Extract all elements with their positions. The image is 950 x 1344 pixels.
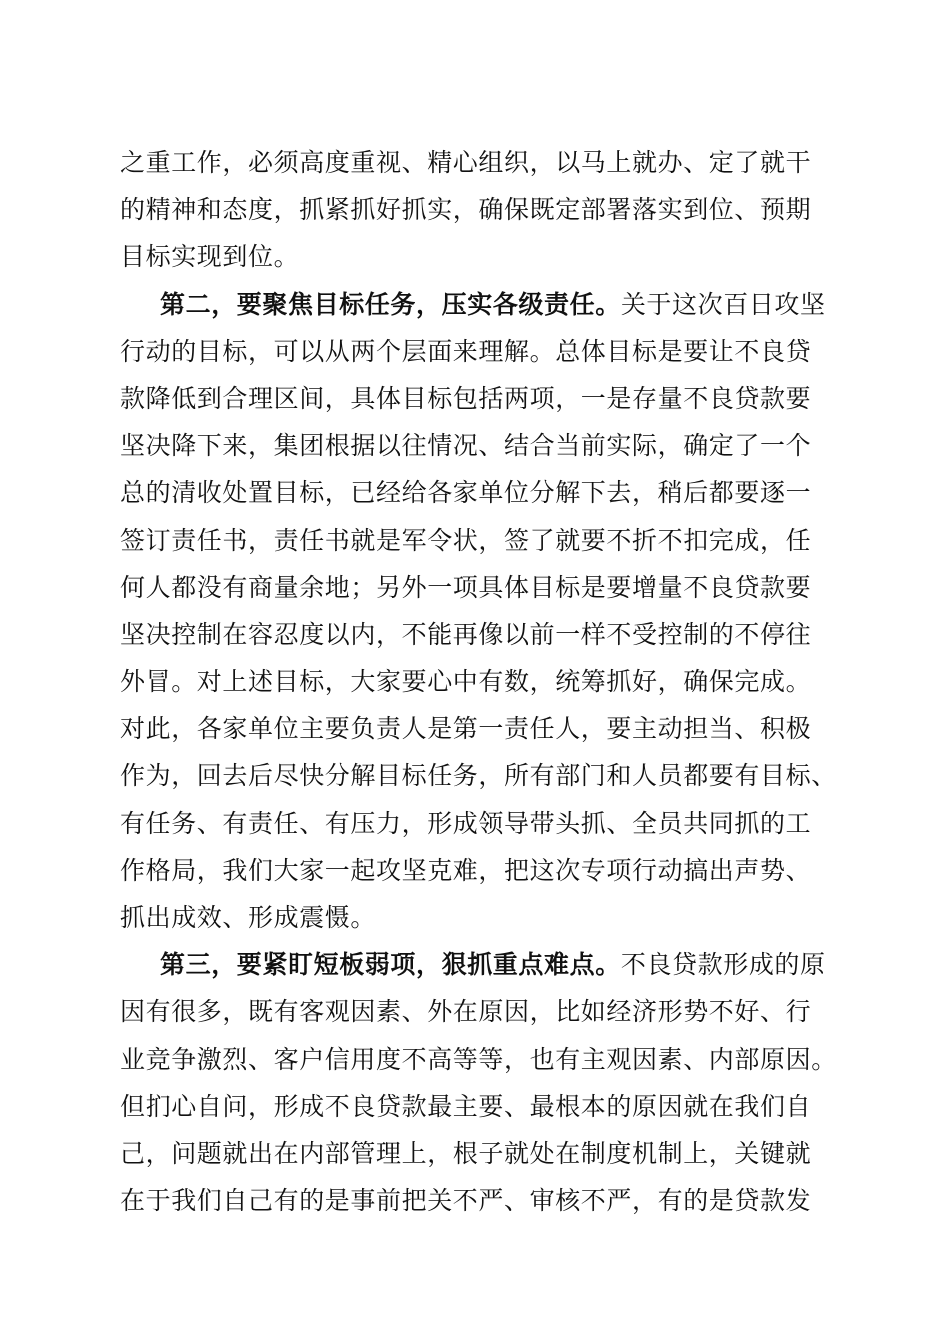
line-text: 坚决控制在容忍度以内，不能再像以前一样不受控制的不停往 [120,619,812,649]
line-text: 坚决降下来，集团根据以往情况、结合当前实际，确定了一个 [120,431,812,461]
text-line [120,611,832,658]
line-text: 关于这次百日攻坚 [620,289,826,319]
line-text: 行动的目标，可以从两个层面来理解。总体目标是要让不良贷 [120,336,812,366]
text-line [120,517,832,564]
text-line [120,328,832,375]
text-line [120,233,832,280]
line-text: 总的清收处置目标，已经给各家单位分解下去，稍后都要逐一 [120,478,812,508]
line-text: 的精神和态度，抓紧抓好抓实，确保既定部署落实到位、预期 [120,195,812,225]
line-text: 但扪心自问，形成不良贷款最主要、最根本的原因就在我们自 [120,1091,812,1121]
document-body [120,139,837,1224]
text-line [120,752,837,799]
line-text: 在于我们自己有的是事前把关不严、审核不严，有的是贷款发 [120,1186,812,1216]
text-line [120,1130,832,1177]
text-line [120,941,832,988]
line-text: 目标实现到位。 [120,242,300,272]
text-line [120,564,832,611]
text-line [120,422,832,469]
line-text: 有任务、有责任、有压力，形成领导带头抓、全员共同抓的工 [120,808,812,838]
line-text: 因有很多，既有客观因素、外在原因，比如经济形势不好、行 [120,997,812,1027]
text-line [120,658,832,705]
text-line [120,281,832,328]
line-text: 款降低到合理区间，具体目标包括两项，一是存量不良贷款要 [120,383,812,413]
text-line [120,375,832,422]
text-line [120,988,832,1035]
bold-heading: 第三，要紧盯短板弱项，狠抓重点难点。 [160,950,621,980]
line-text: 外冒。对上述目标，大家要心中有数，统筹抓好，确保完成。 [120,667,812,697]
text-line [120,1083,832,1130]
text-line [120,186,832,233]
text-line [120,847,832,894]
line-text: 己，问题就出在内部管理上，根子就处在制度机制上，关键就 [120,1138,812,1168]
text-line [120,139,832,186]
text-line [120,469,832,516]
text-line [120,1177,832,1224]
line-text: 何人都没有商量余地；另外一项具体目标是要增量不良贷款要 [120,572,812,602]
line-text: 作为，回去后尽快分解目标任务，所有部门和人员都要有目标、 [120,761,837,791]
text-line [120,1036,837,1083]
line-text: 抓出成效、形成震慑。 [120,903,377,932]
line-text: 业竞争激烈、客户信用度不高等等，也有主观因素、内部原因。 [120,1044,837,1074]
line-text: 不良贷款形成的原 [620,950,826,980]
line-text: 之重工作，必须高度重视、精心组织，以马上就办、定了就干 [120,148,812,177]
text-line [120,894,832,941]
line-text: 作格局，我们大家一起攻坚克难，把这次专项行动搞出声势、 [120,855,812,885]
text-line [120,705,832,752]
line-text: 签订责任书，责任书就是军令状，签了就要不折不扣完成，任 [120,525,812,555]
line-text: 对此，各家单位主要负责人是第一责任人，要主动担当、积极 [120,714,812,744]
bold-heading: 第二，要聚焦目标任务，压实各级责任。 [160,289,621,319]
text-line [120,800,832,847]
